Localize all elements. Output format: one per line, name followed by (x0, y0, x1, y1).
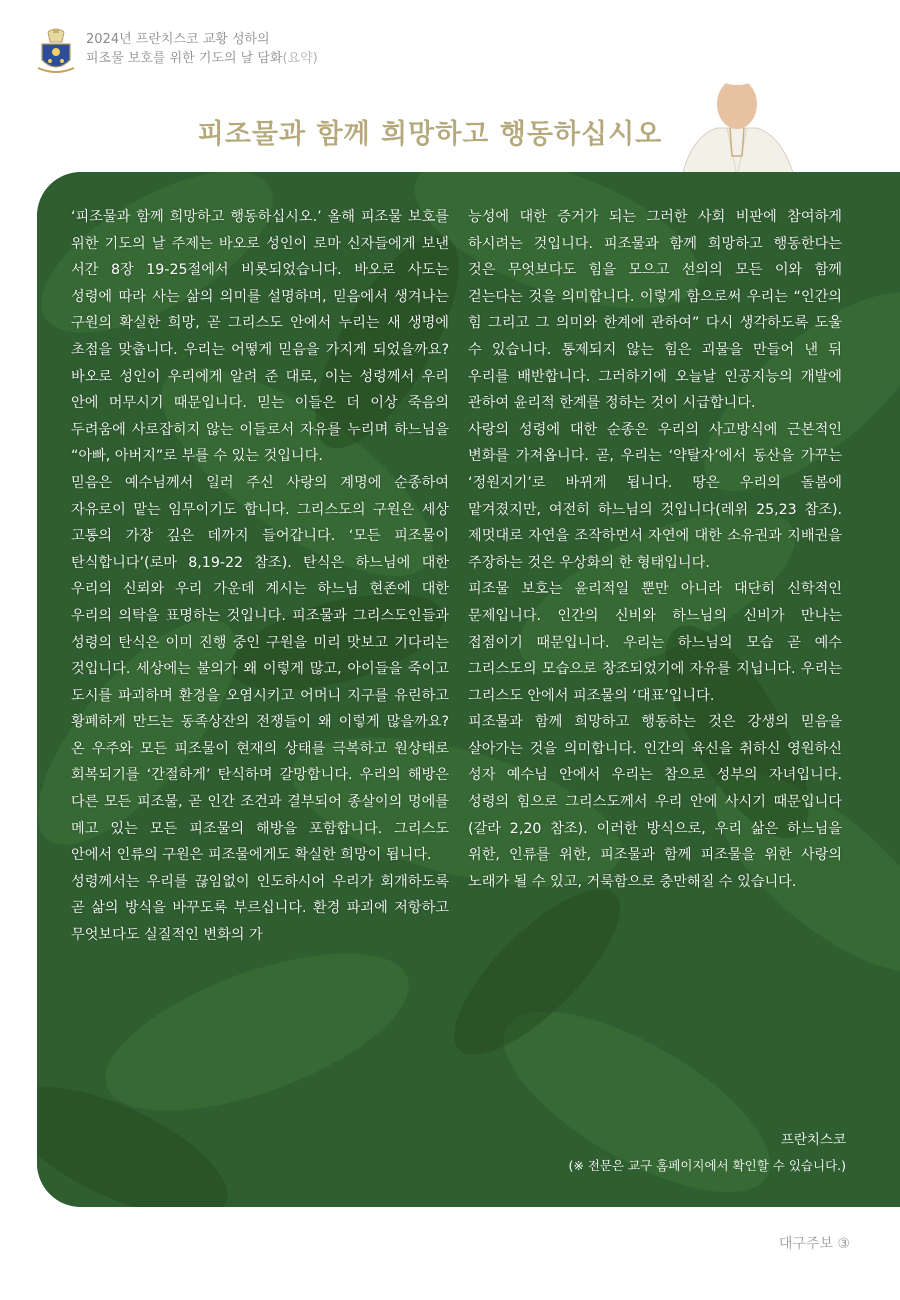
article-panel (37, 172, 900, 1207)
header-line-1: 2024년 프란치스코 교황 성하의 (86, 32, 270, 47)
paragraph: 성령께서는 우리를 끊임없이 인도하시어 우리가 회개하도록 곧 삶의 방식을 바꾸도록 부르십니다. 환경 파괴에 저항하고 무엇보다도 실질적인 변화의 가 (71, 873, 449, 944)
article-column-right (468, 204, 842, 895)
paragraph: 피조물 보호는 윤리적일 뿐만 아니라 대단히 신학적인 문제입니다. 인간의 신비와 하느님의 신비가 만나는 접점이기 때문입니다. 우리는 하느님의 모습 곧 예수 그리스도의 모습으로 창조되었기에 자유를 지닙니다. 우리는 그리스도 안에서 피조물의 ‘대표’입니다. (468, 581, 842, 704)
paragraph: ‘피조물과 함께 희망하고 행동하십시오.’ 올해 피조물 보호를 위한 기도의 날 주제는 바오로 성인이 로마 신자들에게 보낸 서간 8장 19-25절에서 비롯되었습니다. 바오로 사도는 성령에 따라 사는 삶의 의미를 설명하며, 믿음에서 생겨나는 구원의 확실한 희망, 곧 그리스도 안에서 누리는 새 생명에 초점을 맞춥니다. 우리는 어떻게 믿음을 가지게 되었을까요? 바오로 성인이 우리에게 알려 준 대로, 이는 성령께서 우리 안에 머무시기 때문입니다. 믿는 이들은 더 이상 죽음의 두려움에 사로잡히지 않는 이들로서 자유를 누리며 하느님을 “아빠, 아버지”로 부를 수 있는 것입니다. (71, 209, 449, 465)
paragraph: 능성에 대한 증거가 되는 그러한 사회 비판에 참여하게 하시려는 것입니다. 피조물과 함께 희망하고 행동한다는 것은 무엇보다도 힘을 모으고 선의의 모든 이와 함께 걷는다는 것을 의미합니다. 이렇게 함으로써 우리는 “인간의 힘 그리고 그 의미와 한계에 관하여” 다시 생각하도록 도울 수 있습니다. 통제되지 않는 힘은 괴물을 만들어 낸 뒤 우리를 배반합니다. 그러하기에 오늘날 인공지능의 개발에 관하여 윤리적 한계를 정하는 것이 시급합니다. (468, 209, 842, 412)
header-line-2: 피조물 보호를 위한 기도의 날 담화 (86, 51, 283, 66)
header-line-2-suffix: (요약) (282, 51, 318, 66)
paragraph: 사랑의 성령에 대한 순종은 우리의 사고방식에 근본적인 변화를 가져옵니다. 곧, 우리는 ‘약탈자’에서 동산을 가꾸는 ‘정원지기’로 바뀌게 됩니다. 땅은 우리의 돌봄에 맡겨졌지만, 여전히 하느님의 것입니다(레위 25,23 참조). 제멋대로 자연을 조작하면서 자연에 대한 소유권과 지배권을 주장하는 것은 우상화의 한 형태입니다. (468, 421, 842, 571)
document-header (36, 28, 456, 78)
signature-block (569, 1127, 846, 1179)
page-number: 대구주보 ③ (778, 1236, 850, 1252)
source-note: (※ 전문은 교구 홈페이지에서 확인할 수 있습니다.) (568, 1158, 846, 1173)
article-column-left (71, 204, 449, 949)
papal-coat-of-arms-icon (36, 28, 76, 76)
paragraph: 피조물과 함께 희망하고 행동하는 것은 강생의 믿음을 살아가는 것을 의미합니다. 인간의 육신을 취하신 영원하신 성자 예수님 안에서 우리는 참으로 성부의 자녀입니다. 성령의 힘으로 그리스도께서 우리 안에 사시기 때문입니다(갈라 2,20 참조). 이러한 방식으로, 우리 삶은 하느님을 위한, 인류를 위한, 피조물과 함께 피조물을 위한 사랑의 노래가 될 수 있고, 거룩함으로 충만해질 수 있습니다. (468, 714, 842, 890)
paragraph: 믿음은 예수님께서 일러 주신 사랑의 계명에 순종하여 자유로이 맡는 임무이기도 합니다. 그리스도의 구원은 세상 고통의 가장 깊은 데까지 들어갑니다. ‘모든 피조물이 탄식합니다’(로마 8,19-22 참조). 탄식은 하느님에 대한 우리의 신뢰와 우리 가운데 계시는 하느님 현존에 대한 우리의 의탁을 표명하는 것입니다. 피조물과 그리스도인들과 성령의 탄식은 이미 진행 중인 구원을 미리 맛보고 기다리는 것입니다. 세상에는 불의가 왜 이렇게 많고, 아이들을 죽이고 도시를 파괴하며 환경을 오염시키고 어머니 지구를 유린하고 황폐하게 만드는 동족상잔의 전쟁들이 왜 이렇게 많을까요? 온 우주와 모든 피조물이 현재의 상태를 극복하고 원상태로 회복되기를 ‘간절하게’ 탄식하며 갈망합니다. 우리의 해방은 다른 모든 피조물, 곧 인간 조건과 결부되어 종살이의 멍에를 메고 있는 모든 피조물의 해방을 포함합니다. 그리스도 안에서 인류의 구원은 피조물에게도 확실한 희망이 됩니다. (71, 474, 449, 864)
signature: 프란치스코 (780, 1132, 846, 1148)
pope-portrait-icon (672, 66, 802, 176)
page-title: 피조물과 함께 희망하고 행동하십시오 (197, 119, 663, 150)
